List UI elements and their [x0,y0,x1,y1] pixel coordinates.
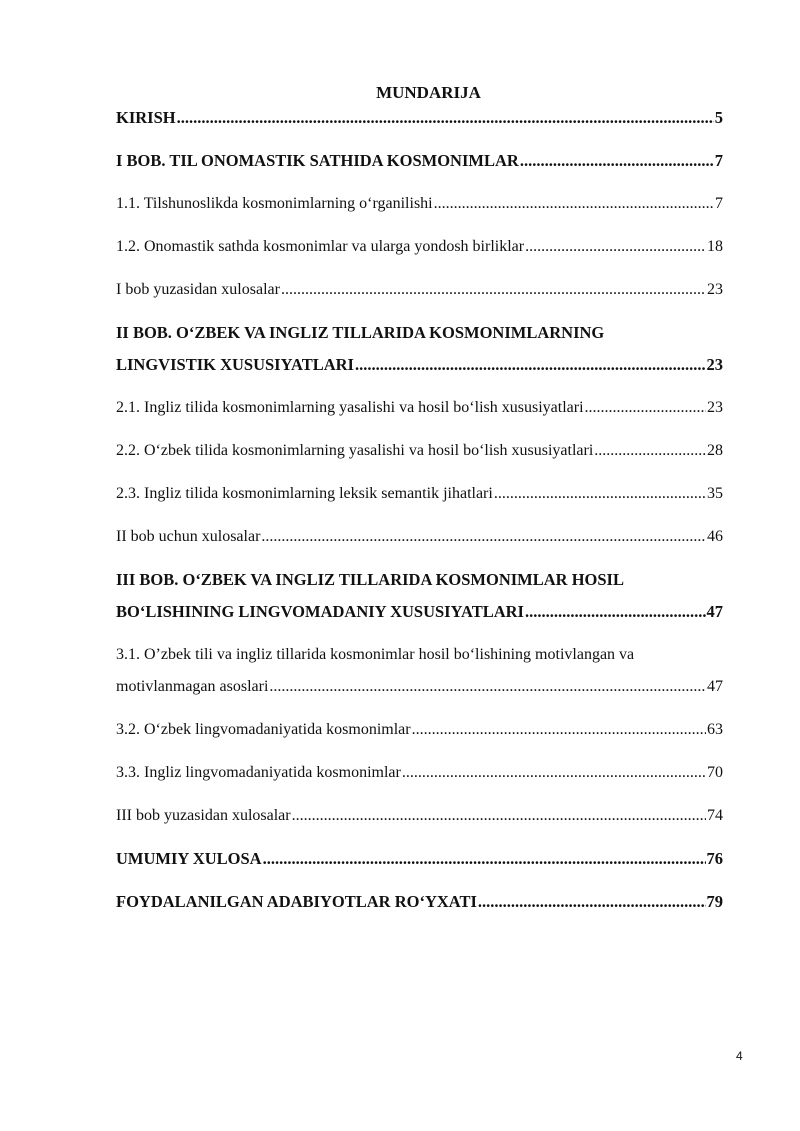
toc-page-number: 63 [707,721,723,738]
toc-entry-text-line2: motivlanmagan asoslari [116,678,269,695]
toc-entry-chapter-1-conclusions[interactable] [116,280,723,300]
toc-entry-chapter-3-conclusions[interactable] [116,806,723,826]
toc-page-number: 5 [714,108,723,127]
dot-leader [412,720,706,740]
toc-page-number: 28 [707,442,723,459]
toc-entry-2-2[interactable] [116,441,723,461]
dot-leader [525,602,706,622]
toc-entry-text: 2.3. Ingliz tilida kosmonimlarning leksik semantik jihatlari [116,485,493,502]
toc-page-number: 23 [707,399,723,416]
dot-leader [402,763,706,783]
dot-leader [261,527,706,547]
toc-page-number: 23 [707,281,723,298]
toc-entry-text: I BOB. TIL ONOMASTIK SATHIDA KOSMONIMLAR [116,151,519,170]
toc-page-number: 47 [706,602,723,621]
toc-entry-chapter-3[interactable] [116,570,723,622]
dot-leader [263,849,706,869]
toc-entry-text: II bob uchun xulosalar [116,528,261,545]
toc-entry-text: 2.1. Ingliz tilida kosmonimlarning yasalishi va hosil bo‘lish xususiyatlari [116,399,584,416]
toc-entry-text-line1: 3.1. O’zbek tili va ingliz tillarida kosmonimlar hosil bo‘lishining motivlangan va [116,646,635,663]
toc-entry-2-3[interactable] [116,484,723,504]
toc-entry-chapter-2-conclusions[interactable] [116,527,723,547]
toc-entry-1-1[interactable] [116,194,723,214]
toc-page-number: 74 [707,807,723,824]
toc-entry-text: 3.3. Ingliz lingvomadaniyatida kosmonimlar [116,764,401,781]
toc-page-number: 35 [707,485,723,502]
toc-entry-text: 1.1. Tilshunoslikda kosmonimlarning o‘rganilishi [116,195,433,212]
toc-entry-chapter-2[interactable] [116,323,723,375]
dot-leader [594,441,706,461]
toc-entry-text: I bob yuzasidan xulosalar [116,281,280,298]
toc-page-number: 18 [707,238,723,255]
dot-leader [434,194,714,214]
table-of-contents [116,108,723,912]
toc-title: MUNDARIJA [376,83,481,102]
toc-entry-2-1[interactable] [116,398,723,418]
toc-entry-text-line2: LINGVISTIK XUSUSIYATLARI [116,355,354,374]
toc-entry-text: 2.2. O‘zbek tilida kosmonimlarning yasalishi va hosil bo‘lish xususiyatlari [116,442,594,459]
dot-leader [281,280,706,300]
dot-leader [585,398,706,418]
toc-entry-text: KIRISH [116,108,176,127]
toc-entry-general-conclusion[interactable] [116,849,723,869]
dot-leader [525,237,706,257]
dot-leader [177,108,714,128]
toc-entry-chapter-1[interactable] [116,151,723,171]
dot-leader [292,806,706,826]
toc-page-number: 46 [707,528,723,545]
toc-page-number: 23 [706,355,723,374]
toc-page-number: 7 [715,195,723,212]
toc-entry-text: UMUMIY XULOSA [116,849,262,868]
toc-entry-text-line1: II BOB. O‘ZBEK VA INGLIZ TILLARIDA KOSMONIMLARNING [116,323,605,342]
toc-entry-bibliography[interactable] [116,892,723,912]
toc-entry-3-3[interactable] [116,763,723,783]
toc-entry-1-2[interactable] [116,237,723,257]
toc-page-number: 7 [714,151,723,170]
dot-leader [269,677,706,697]
toc-entry-text: FOYDALANILGAN ADABIYOTLAR RO‘YXATI [116,892,477,911]
toc-page-number: 70 [707,764,723,781]
toc-entry-text: 1.2. Onomastik sathda kosmonimlar va ularga yondosh birliklar [116,238,525,255]
toc-entry-3-1[interactable] [116,645,723,697]
page-number: 4 [736,1049,743,1063]
dot-leader [478,892,706,912]
toc-entry-text: 3.2. O‘zbek lingvomadaniyatida kosmonimlar [116,721,411,738]
toc-entry-text-line1: III BOB. O‘ZBEK VA INGLIZ TILLARIDA KOSMONIMLAR HOSIL [116,570,624,589]
toc-page-number: 79 [706,892,723,911]
toc-entry-text-line2: BO‘LISHINING LINGVOMADANIY XUSUSIYATLARI [116,602,524,621]
dot-leader [494,484,706,504]
toc-page-number: 76 [706,849,723,868]
toc-entry-kirish[interactable] [116,108,723,128]
dot-leader [520,151,714,171]
toc-entry-text: III bob yuzasidan xulosalar [116,807,291,824]
toc-page-number: 47 [707,678,723,695]
dot-leader [355,355,706,375]
toc-entry-3-2[interactable] [116,720,723,740]
